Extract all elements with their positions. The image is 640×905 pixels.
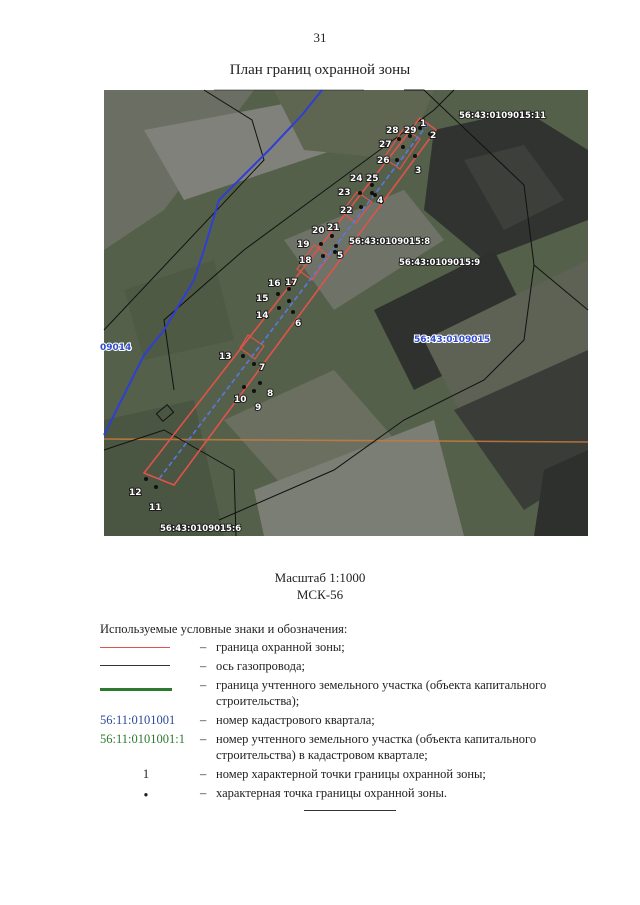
legend — [100, 621, 590, 804]
map-point-label: 8 — [267, 389, 274, 399]
legend-row — [100, 639, 590, 655]
legend-row — [100, 677, 590, 709]
legend-dash: – — [200, 640, 207, 654]
page-title: План границ охранной зоны — [229, 62, 411, 78]
map-point-label: 12 — [129, 488, 142, 498]
map-point-label: 9 — [255, 403, 262, 413]
page-number: 31 — [313, 30, 327, 45]
legend-dash: – — [200, 659, 207, 673]
legend-row — [100, 712, 590, 728]
map-point-label: 27 — [379, 140, 392, 150]
legend-title: Используемые условные знаки и обозначения: — [100, 622, 348, 636]
bottom-divider — [304, 810, 396, 811]
map-point-label: 18 — [299, 256, 312, 266]
parcel-label: 56:43:0109015:8 — [349, 237, 431, 247]
map-point-label: 26 — [377, 156, 390, 166]
map-point-label: 7 — [259, 363, 266, 373]
legend-row — [100, 658, 590, 674]
map-point-label: 2 — [430, 131, 437, 141]
map-scale — [0, 569, 640, 603]
legend-text: номер учтенного земельного участка (объекта капитального строительства) в кадастровом квартале; — [216, 732, 537, 762]
map-point-label: 25 — [366, 174, 379, 184]
parcel-border-symbol — [100, 677, 200, 693]
point-dot-symbol: • — [143, 788, 149, 802]
parcel-code-symbol: 56:11:0101001:1 — [100, 732, 185, 746]
map-point-label: 20 — [312, 226, 325, 236]
point-number-symbol — [100, 766, 200, 782]
map-point-label: 24 — [350, 174, 363, 184]
scale-text: Масштаб 1:1000 — [274, 570, 366, 585]
point-number-sample: 1 — [142, 767, 150, 781]
parcel-label: 56:43:0109015:9 — [399, 258, 481, 268]
satellite-map — [100, 90, 588, 536]
map-point-label: 3 — [415, 166, 422, 176]
pipe-axis-symbol — [100, 658, 200, 674]
map-point-label: 15 — [256, 294, 269, 304]
legend-row — [100, 731, 590, 763]
legend-text: номер характерной точки границы охранной зоны; — [216, 767, 486, 781]
map-point-label: 13 — [219, 352, 232, 362]
map-point-label: 6 — [295, 319, 302, 329]
map-point-label: 28 — [386, 126, 399, 136]
map-point-label: 21 — [327, 223, 340, 233]
map-point-label: 29 — [404, 126, 417, 136]
quarter-code-symbol: 56:11:0101001 — [100, 713, 176, 727]
legend-dash: – — [200, 678, 207, 692]
map-point-label: 22 — [340, 206, 353, 216]
map-point-label: 23 — [338, 188, 351, 198]
map-point-label: 16 — [268, 279, 281, 289]
map-point-label: 5 — [337, 251, 344, 261]
map-point-label: 4 — [377, 196, 384, 206]
parcel-label: 56:43:0109015:6 — [160, 524, 242, 534]
legend-dash: – — [200, 767, 207, 781]
map-canvas — [100, 90, 588, 536]
map-point-label: 11 — [149, 503, 162, 513]
quarter-label: 56:43:0109015 — [414, 335, 491, 345]
crs-text: МСК-56 — [296, 587, 344, 602]
parcel-label: 56:43:0109015:11 — [459, 111, 547, 121]
quarter-label: 09014 — [100, 343, 132, 353]
legend-row — [100, 766, 590, 782]
legend-text: ось газопровода; — [216, 659, 306, 673]
legend-row — [100, 785, 590, 801]
map-point-label: 10 — [234, 395, 247, 405]
legend-dash: – — [200, 713, 207, 727]
zone-border-symbol — [100, 639, 200, 655]
legend-text: характерная точка границы охранной зоны. — [216, 786, 448, 800]
map-point-label: 19 — [297, 240, 310, 250]
legend-text: граница учтенного земельного участка (объекта капитального строительства); — [216, 678, 547, 708]
map-point-label: 1 — [420, 119, 427, 129]
map-point-label: 17 — [285, 278, 298, 288]
legend-dash: – — [200, 732, 207, 746]
map-point-label: 14 — [256, 311, 269, 321]
legend-text: номер кадастрового квартала; — [216, 713, 375, 727]
legend-text: граница охранной зоны; — [216, 640, 345, 654]
legend-dash: – — [200, 786, 207, 800]
